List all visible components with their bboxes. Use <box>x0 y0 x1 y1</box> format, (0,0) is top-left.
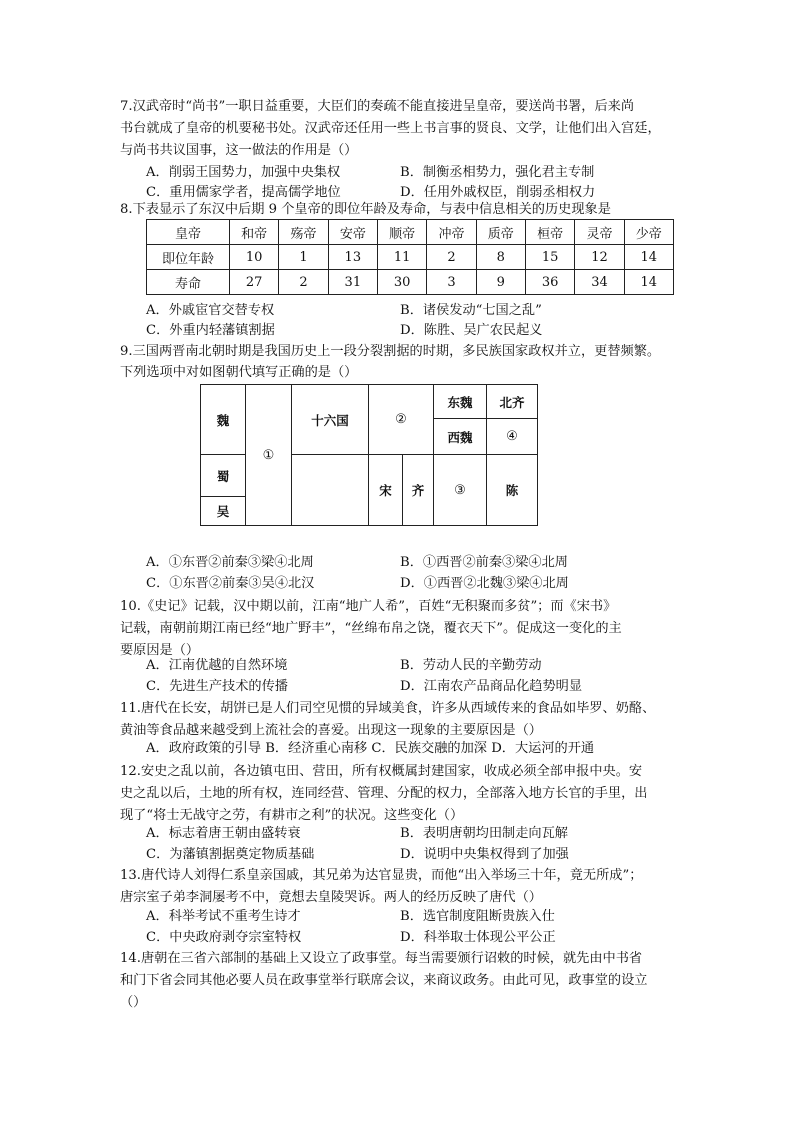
table-header-cell: 灵帝 <box>575 220 624 245</box>
table-cell: 31 <box>328 270 377 295</box>
table-header-cell: 安帝 <box>328 220 377 245</box>
cell-western-wei: 西魏 <box>433 418 487 455</box>
table-header-cell: 和帝 <box>230 220 279 245</box>
cell-chen: 陈 <box>486 454 538 526</box>
q9-line-1: 9.三国两晋南北朝时期是我国历史上一段分裂割据的时期，多民族国家政权并立，更替频繁。 <box>120 344 661 359</box>
q8-option-d[interactable]: D．陈胜、吴广农民起义 <box>400 323 543 338</box>
table-header-cell: 冲帝 <box>427 220 476 245</box>
cell-wu: 吴 <box>200 496 246 526</box>
table-header-cell: 殇帝 <box>279 220 328 245</box>
q8-line-1: 8.下表显示了东汉中后期 9 个皇帝的即位年龄及寿命，与表中信息相关的历史现象是 <box>120 202 611 217</box>
q12-line-2: 史之乱以后，土地的所有权，连同经营、管理、分配的权力，全部落入地方长官的手里，出 <box>120 786 648 801</box>
q14-line-2: 和门下省会同其他必要人员在政事堂举行联席会议，来商议政务。由此可见，政事堂的设立 <box>120 973 648 988</box>
cell-northern-qi: 北齐 <box>486 384 538 419</box>
q7-option-b[interactable]: B．制衡丞相势力，强化君主专制 <box>400 165 595 180</box>
q12-option-a[interactable]: A．标志着唐王朝由盛转衰 <box>146 826 301 841</box>
q12-line-3: 现了“将士无战守之劳，有耕市之利”的状况。这些变化（） <box>120 808 464 823</box>
cell-empty <box>291 454 369 526</box>
table-row <box>147 220 674 245</box>
q8-option-b[interactable]: B．诸侯发动“七国之乱” <box>400 303 542 318</box>
dynasty-diagram <box>200 384 538 526</box>
table-cell: 36 <box>525 270 574 295</box>
table-cell: 即位年龄 <box>147 245 230 270</box>
table-cell: 8 <box>476 245 525 270</box>
table-cell: 10 <box>230 245 279 270</box>
q12-option-c[interactable]: C．为藩镇割据奠定物质基础 <box>146 847 315 862</box>
table-cell: 12 <box>575 245 624 270</box>
q11-options[interactable]: A．政府政策的引导 B．经济重心南移 C．民族交融的加深 D．大运河的开通 <box>146 741 595 756</box>
q14-line-3: （） <box>120 995 147 1010</box>
cell-song: 宋 <box>368 454 403 526</box>
table-cell: 寿命 <box>147 270 230 295</box>
cell-shu: 蜀 <box>200 454 246 497</box>
table-header-cell: 桓帝 <box>525 220 574 245</box>
cell-sixteen-kingdoms: 十六国 <box>291 384 369 455</box>
cell-blank-4[interactable]: ④ <box>486 418 538 455</box>
cell-blank-2[interactable]: ② <box>368 384 434 455</box>
table-cell: 34 <box>575 270 624 295</box>
q12-option-b[interactable]: B．表明唐朝均田制走向瓦解 <box>400 826 568 841</box>
q7-option-c[interactable]: C．重用儒家学者，提高儒学地位 <box>146 185 341 200</box>
q13-line-2: 唐宗室子弟李洞屡考不中，竟想去皇陵哭诉。两人的经历反映了唐代（） <box>120 890 542 905</box>
q7-line-2: 书台就成了皇帝的机要秘书处。汉武帝还任用一些上书言事的贤良、文学，让他们出入宫廷， <box>120 121 661 136</box>
q7-option-d[interactable]: D．任用外戚权臣，削弱丞相权力 <box>400 185 596 200</box>
q9-option-a[interactable]: A．①东晋②前秦③梁④北周 <box>146 555 314 570</box>
table-cell: 27 <box>230 270 279 295</box>
table-cell: 14 <box>624 270 673 295</box>
cell-qi: 齐 <box>402 454 434 526</box>
table-cell: 3 <box>427 270 476 295</box>
q13-line-1: 13.唐代诗人刘得仁系皇亲国戚，其兄弟为达官显贵，而他“出入举场三十年，竟无所成”； <box>120 868 643 883</box>
table-cell: 2 <box>427 245 476 270</box>
table-row <box>147 270 674 295</box>
q12-option-d[interactable]: D．说明中央集权得到了加强 <box>400 847 569 862</box>
cell-wei: 魏 <box>200 384 246 455</box>
q9-line-2: 下列选项中对如图朝代填写正确的是（） <box>120 365 358 380</box>
q9-option-c[interactable]: C．①东晋②前秦③吴④北汉 <box>146 576 315 591</box>
q11-line-1: 11.唐代在长安，胡饼已是人们司空见惯的异域美食，许多从西域传来的食品如毕罗、奶酪、 <box>120 701 656 716</box>
q9-option-d[interactable]: D．①西晋②北魏③梁④北周 <box>400 576 569 591</box>
q8-option-c[interactable]: C．外重内轻藩镇割据 <box>146 323 275 338</box>
q13-option-c[interactable]: C．中央政府剥夺宗室特权 <box>146 930 302 945</box>
q10-option-d[interactable]: D．江南农产品商品化趋势明显 <box>400 679 583 694</box>
q14-line-1: 14.唐朝在三省六部制的基础上又设立了政事堂。每当需要颁行诏敕的时候，就先由中书省 <box>120 951 643 966</box>
q9-option-b[interactable]: B．①西晋②前秦③梁④北周 <box>400 555 568 570</box>
q7-line-3: 与尚书共议国事，这一做法的作用是（） <box>120 143 358 158</box>
q10-line-1: 10.《史记》记载，汉中期以前，江南“地广人希”，百姓“无积聚而多贫”；而《宋书》 <box>120 599 617 614</box>
q10-option-b[interactable]: B．劳动人民的辛勤劳动 <box>400 658 542 673</box>
cell-blank-1[interactable]: ① <box>245 384 292 526</box>
q7-option-a[interactable]: A．削弱王国势力，加强中央集权 <box>146 165 341 180</box>
q13-option-a[interactable]: A．科举考试不重考生诗才 <box>146 909 301 924</box>
q10-line-2: 记载，南朝前期江南已经“地广野丰”，“丝绵布帛之饶，覆衣天下”。促成这一变化的主 <box>120 621 622 636</box>
q11-line-2: 黄油等食品越来越受到上流社会的喜爱。出现这一现象的主要原因是（） <box>120 723 542 738</box>
table-cell: 30 <box>377 270 426 295</box>
q10-option-c[interactable]: C．先进生产技术的传播 <box>146 679 288 694</box>
table-header-cell: 皇帝 <box>147 220 230 245</box>
cell-blank-3[interactable]: ③ <box>433 454 487 526</box>
q8-option-a[interactable]: A．外戚宦官交替专权 <box>146 303 275 318</box>
cell-eastern-wei: 东魏 <box>433 384 487 419</box>
q7-line-1: 7.汉武帝时“尚书”一职日益重要，大臣们的奏疏不能直接进呈皇帝，要送尚书署，后来尚 <box>120 99 634 114</box>
q13-option-b[interactable]: B．选官制度阻断贵族入仕 <box>400 909 555 924</box>
table-cell: 11 <box>377 245 426 270</box>
table-header-cell: 少帝 <box>624 220 673 245</box>
table-cell: 1 <box>279 245 328 270</box>
q10-option-a[interactable]: A．江南优越的自然环境 <box>146 658 288 673</box>
table-cell: 9 <box>476 270 525 295</box>
q10-line-3: 要原因是（） <box>120 643 200 658</box>
table-cell: 2 <box>279 270 328 295</box>
emperor-age-table <box>146 219 674 295</box>
table-header-cell: 质帝 <box>476 220 525 245</box>
table-row <box>147 245 674 270</box>
table-cell: 13 <box>328 245 377 270</box>
q12-line-1: 12.安史之乱以前，各边镇屯田、营田，所有权概属封建国家，收成必须全部申报中央。安 <box>120 764 643 779</box>
table-cell: 15 <box>525 245 574 270</box>
table-header-cell: 顺帝 <box>377 220 426 245</box>
q13-option-d[interactable]: D．科举取士体现公平公正 <box>400 930 556 945</box>
table-cell: 14 <box>624 245 673 270</box>
